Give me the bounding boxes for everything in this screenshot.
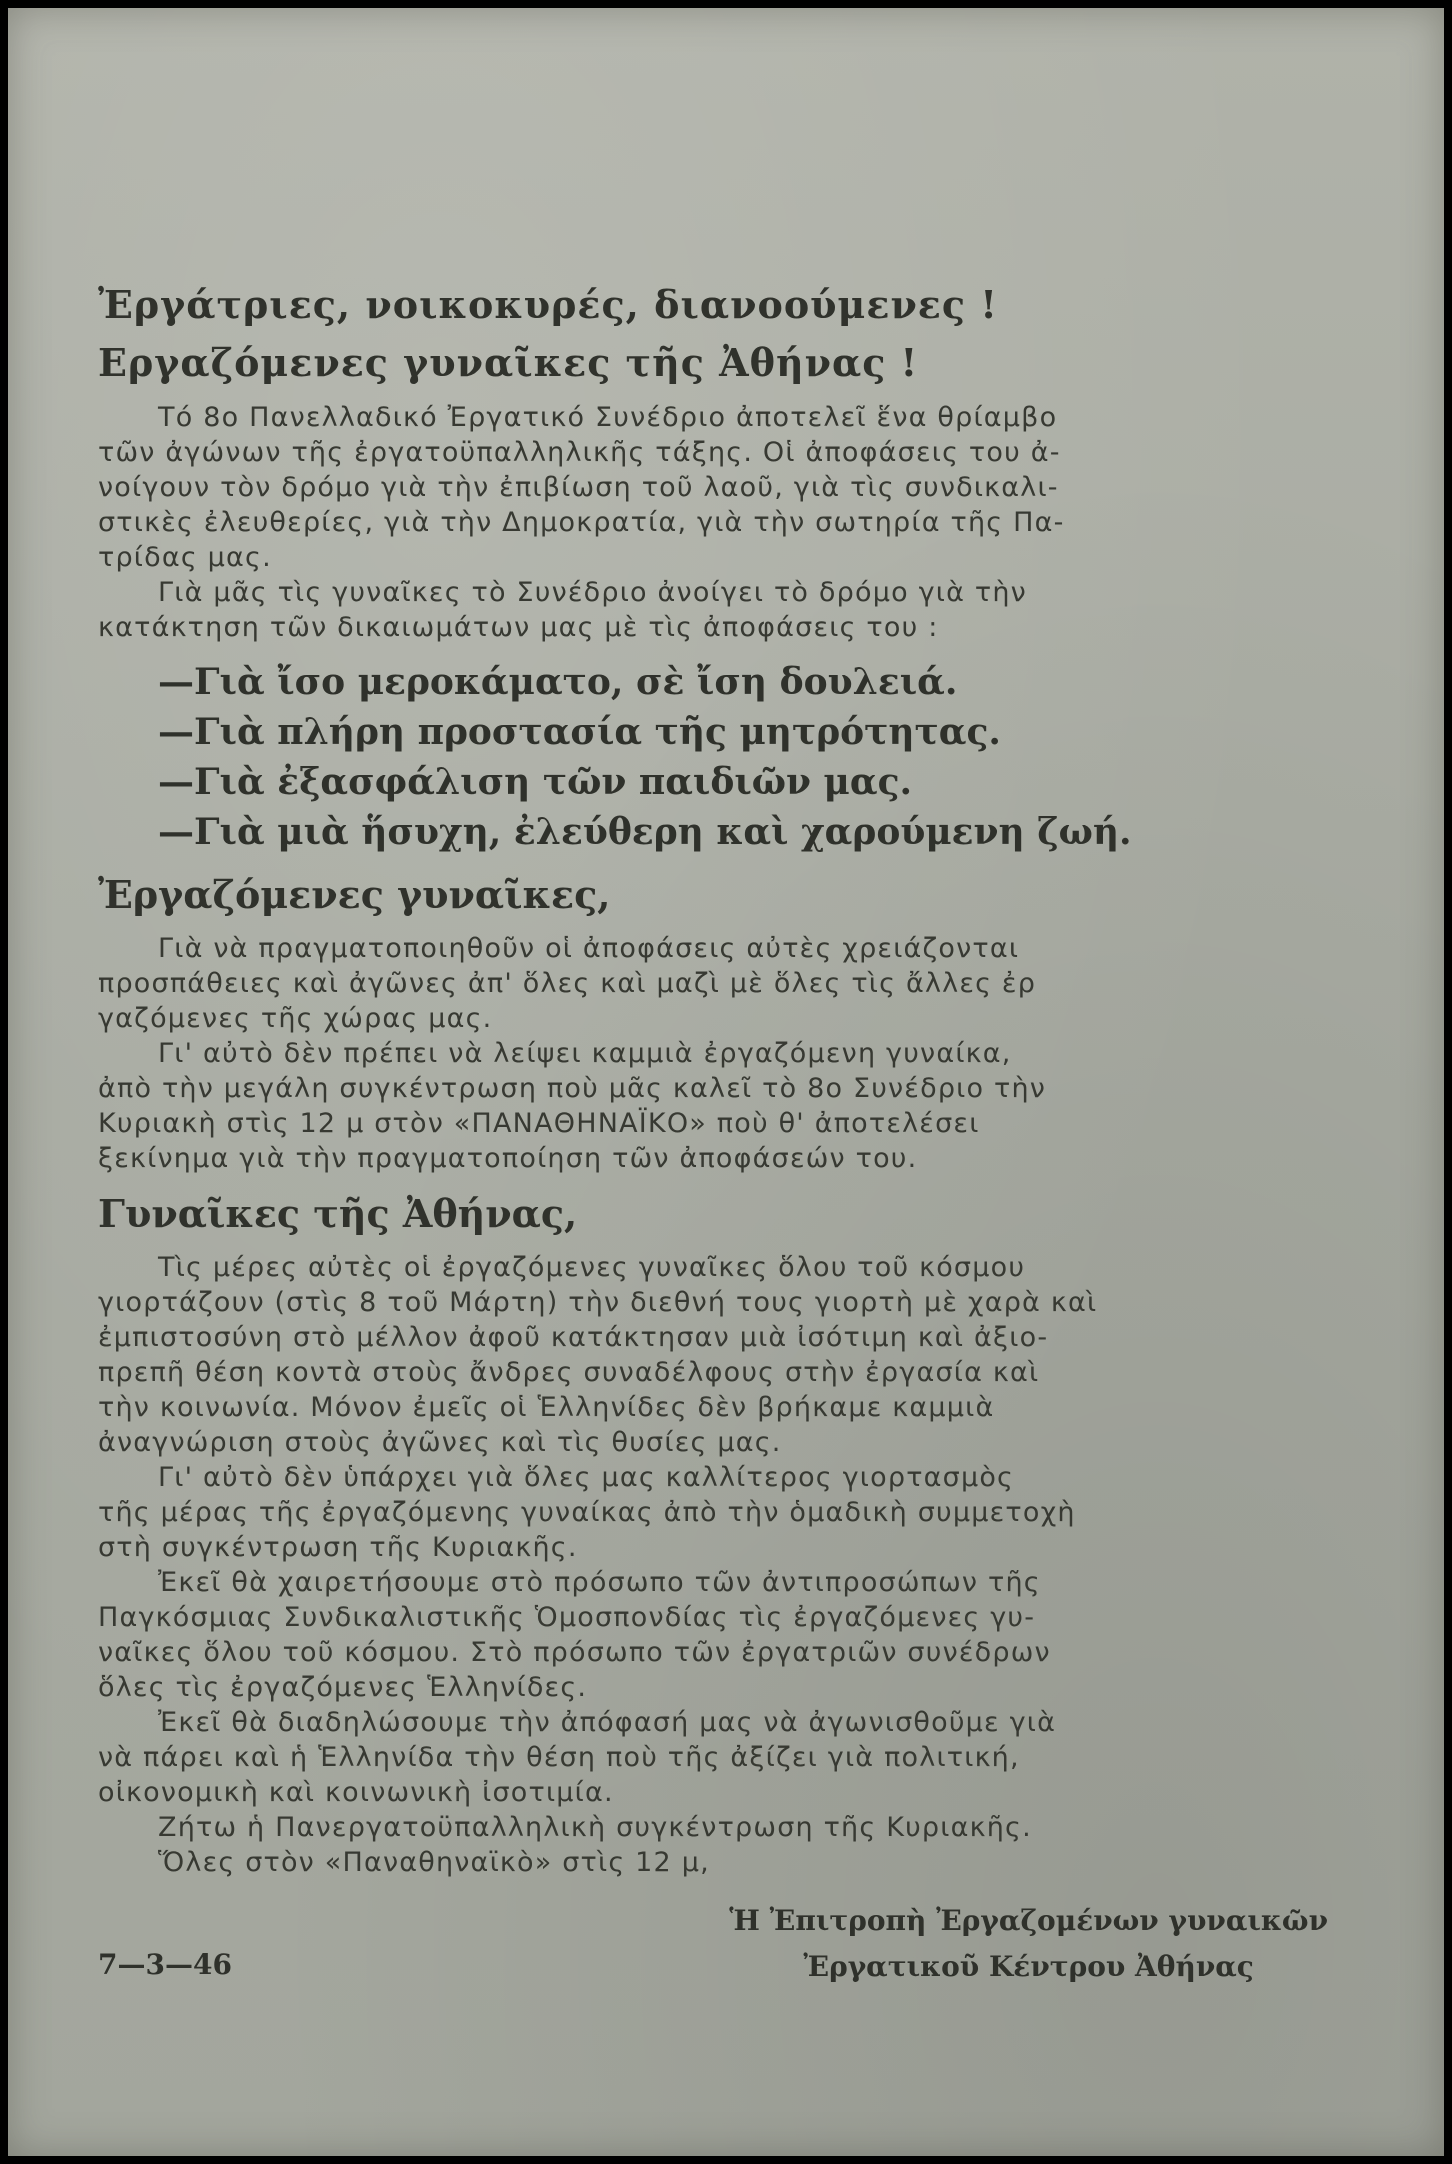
text-line: τῆς μέρας τῆς ἐργαζόμενης γυναίκας ἀπὸ τὴν ὁμαδικὴ συμμετοχὴ <box>98 1497 1076 1528</box>
heading-workers: Ἐργάτριες, νοικοκυρές, διανοούμενες ! <box>98 282 998 327</box>
text-line: τρίδας μας. <box>98 542 272 573</box>
text-line: στὴ συγκέντρωση τῆς Κυριακῆς. <box>98 1532 578 1563</box>
signature-committee: Ἡ Ἐπιτροπὴ Ἐργαζομένων γυναικῶν <box>729 1904 1328 1937</box>
text-line: Γιὰ μᾶς τὶς γυναῖκες τὸ Συνέδριο ἀνοίγει τὸ δρόμο γιὰ τὴν <box>158 577 1027 608</box>
text-line: στικὲς ἐλευθερίες, γιὰ τὴν Δημοκρατία, γιὰ τὴν σωτηρία τῆς Πα- <box>98 507 1065 538</box>
heading-working-women-athens: Εργαζόμενες γυναῖκες τῆς Ἀθήνας ! <box>98 340 919 385</box>
text-line: ὅλες τὶς ἐργαζόμενες Ἑλληνίδες. <box>98 1672 588 1703</box>
issue-date: 7—3—46 <box>98 1948 232 1981</box>
text-line: Ζήτω ἡ Πανεργατοϋπαλληλικὴ συγκέντρωση τῆς Κυριακῆς. <box>158 1812 1032 1843</box>
text-line: ναῖκες ὅλου τοῦ κόσμου. Στὸ πρόσωπο τῶν ἐργατριῶν συνέδρων <box>98 1637 1051 1668</box>
leaflet-sheet <box>8 8 1444 2156</box>
text-line: Ἐκεῖ θὰ χαιρετήσουμε στὸ πρόσωπο τῶν ἀντιπροσώπων τῆς <box>158 1567 1041 1598</box>
text-line: οἰκονομικὴ καὶ κοινωνικὴ ἰσοτιμία. <box>98 1777 614 1808</box>
text-line: Τὶς μέρες αὐτὲς οἱ ἐργαζόμενες γυναῖκες ὅλου τοῦ κόσμου <box>158 1252 1026 1283</box>
signature-labour-centre: Ἐργατικοῦ Κέντρου Ἀθήνας <box>803 1950 1254 1983</box>
demand-item: —Γιὰ πλήρη προστασία τῆς μητρότητας. <box>158 711 1001 753</box>
leaflet-content <box>98 276 1348 1880</box>
text-line: νὰ πάρει καὶ ἡ Ἑλληνίδα τὴν θέση ποὺ τῆς ἀξίζει γιὰ πολιτική, <box>98 1742 1020 1773</box>
heading-women-of-athens: Γυναῖκες τῆς Ἀθήνας, <box>98 1191 578 1236</box>
section-two-paragraph <box>98 931 1348 1176</box>
text-line: Παγκόσμιας Συνδικαλιστικῆς Ὁμοσπονδίας τὶς ἐργαζόμενες γυ- <box>98 1602 1036 1633</box>
demand-item: —Γιὰ μιὰ ἥσυχη, ἐλεύθερη καὶ χαρούμενη ζωή. <box>158 811 1132 853</box>
text-line: ἀναγνώριση στοὺς ἀγῶνες καὶ τὶς θυσίες μας. <box>98 1427 782 1458</box>
text-line: Γι' αὐτὸ δὲν πρέπει νὰ λείψει καμμιὰ ἐργαζόμενη γυναίκα, <box>158 1038 1012 1069</box>
text-line: τῶν ἀγώνων τῆς ἐργατοϋπαλληλικῆς τάξης. Οἱ ἀποφάσεις του ἀ- <box>98 437 1061 468</box>
text-line: Γιὰ νὰ πραγματοποιηθοῦν οἱ ἀποφάσεις αὐτὲς χρειάζονται <box>158 933 1020 964</box>
heading-working-women: Ἐργαζόμενες γυναῖκες, <box>98 872 611 917</box>
text-line: πρεπῆ θέση κοντὰ στοὺς ἄνδρες συναδέλφους στὴν ἐργασία καὶ <box>98 1357 1040 1388</box>
demands-list <box>98 657 1348 857</box>
text-line: τὴν κοινωνία. Μόνον ἐμεῖς οἱ Ἑλληνίδες δὲν βρήκαμε καμμιὰ <box>98 1392 995 1423</box>
leaflet-footer <box>98 1898 1348 2008</box>
text-line: Κυριακὴ στὶς 12 μ στὸν «ΠΑΝΑΘΗΝΑΪΚΟ» ποὺ θ' ἀποτελέσει <box>98 1108 980 1139</box>
text-line: γιορτάζουν (στὶς 8 τοῦ Μάρτη) τὴν διεθνή τους γιορτὴ μὲ χαρὰ καὶ <box>98 1287 1098 1318</box>
signature-block <box>729 1898 1328 1990</box>
text-line: κατάκτηση τῶν δικαιωμάτων μας μὲ τὶς ἀποφάσεις του : <box>98 612 939 643</box>
text-line: ἐμπιστοσύνη στὸ μέλλον ἀφοῦ κατάκτησαν μιὰ ἰσότιμη καὶ ἀξιο- <box>98 1322 1049 1353</box>
section-three-paragraph <box>98 1250 1348 1880</box>
text-line: Τό 8ο Πανελλαδικό Ἐργατικό Συνέδριο ἀποτελεῖ ἕνα θρίαμβο <box>158 402 1058 433</box>
text-line: Γι' αὐτὸ δὲν ὑπάρχει γιὰ ὅλες μας καλλίτερος γιορτασμὸς <box>158 1462 1015 1493</box>
demand-item: —Γιὰ ἴσο μεροκάματο, σὲ ἴση δουλειά. <box>158 661 958 703</box>
intro-paragraph <box>98 400 1348 645</box>
text-line: ξεκίνημα γιὰ τὴν πραγματοποίηση τῶν ἀποφάσεών του. <box>98 1143 918 1174</box>
text-line: Ἐκεῖ θὰ διαδηλώσουμε τὴν ἀπόφασή μας νὰ ἀγωνισθοῦμε γιὰ <box>158 1707 1057 1738</box>
text-line: Ὅλες στὸν «Παναθηναϊκὸ» στὶς 12 μ, <box>158 1847 710 1878</box>
text-line: γαζόμενες τῆς χώρας μας. <box>98 1003 493 1034</box>
text-line: ἀπὸ τὴν μεγάλη συγκέντρωση ποὺ μᾶς καλεῖ τὸ 8ο Συνέδριο τὴν <box>98 1073 1047 1104</box>
text-line: προσπάθειες καὶ ἀγῶνες ἀπ' ὅλες καὶ μαζὶ μὲ ὅλες τὶς ἄλλες ἐρ <box>98 968 1037 999</box>
demand-item: —Γιὰ ἐξασφάλιση τῶν παιδιῶν μας. <box>158 761 913 803</box>
text-line: νοίγουν τὸν δρόμο γιὰ τὴν ἐπιβίωση τοῦ λαοῦ, γιὰ τὶς συνδικαλι- <box>98 472 1059 503</box>
